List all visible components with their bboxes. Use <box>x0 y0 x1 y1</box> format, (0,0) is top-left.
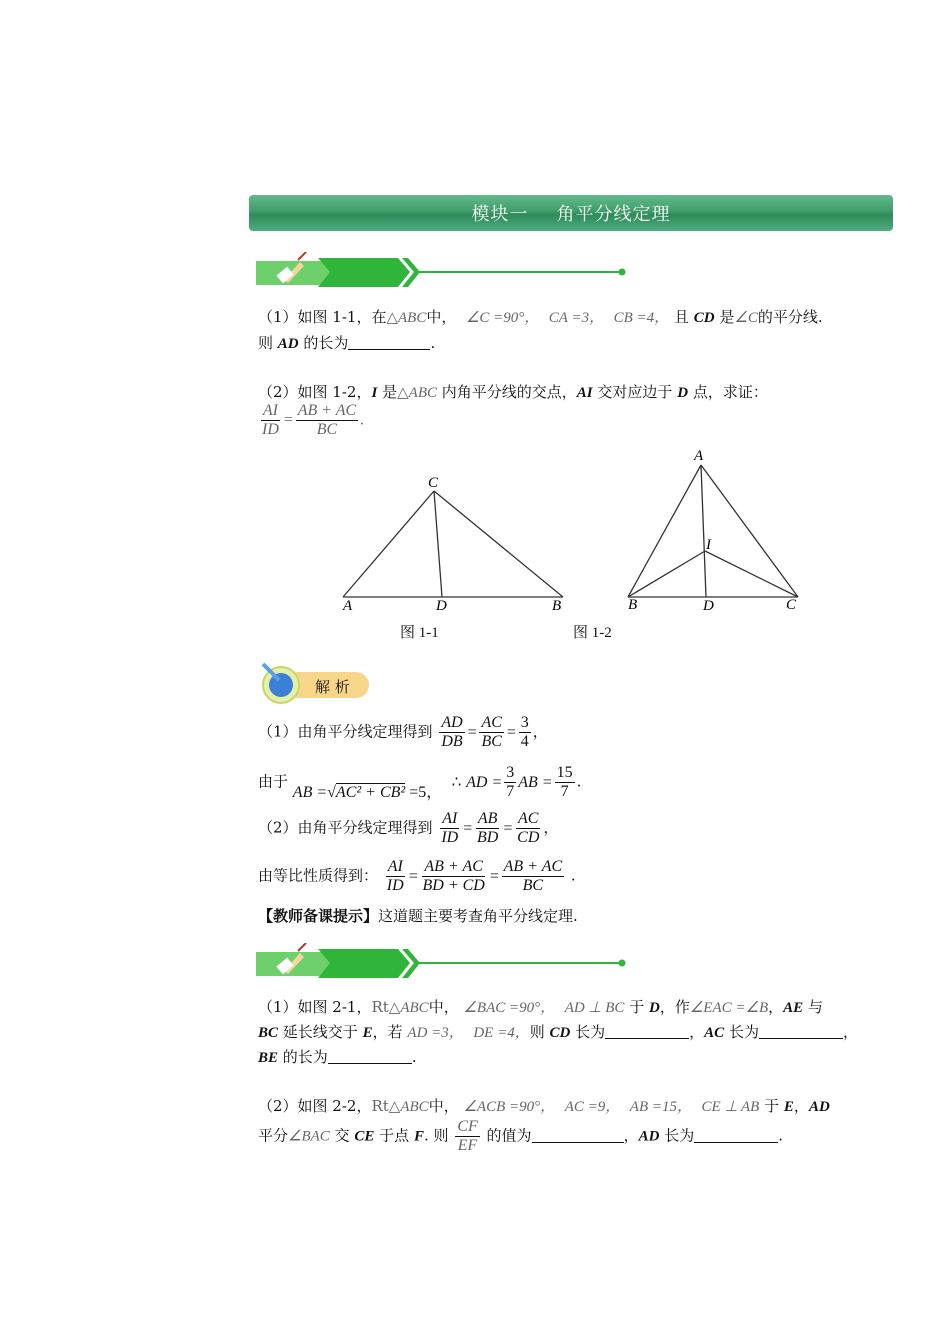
fig2-label-c: C <box>786 597 797 613</box>
fig1-label-c: C <box>428 475 439 491</box>
teacher-tip: 【教师备课提示】这道题主要考查角平分线定理. <box>258 907 578 925</box>
fig2-label-b: B <box>628 597 638 613</box>
answer-blank[interactable] <box>532 1128 624 1143</box>
fig1-label-d: D <box>436 598 447 614</box>
analysis-step-2: 由于 AB =√AC² + CB² =5， ∴ AD = $\frac{3}{7}$ AB = $\frac{15}{7}$ . <box>258 764 582 801</box>
answer-blank[interactable] <box>348 335 430 350</box>
ex1-line3: （2）如图 1-2，I 是△ABC 内角平分线的交点，AI 交对应边于 D 点，求证： <box>258 383 768 401</box>
analysis-step-4: 由等比性质得到： $\frac{AI}{ID}$ = $\frac{AB + AC}{BD + CD}$ = $\frac{AB + AC}{BC}$ . <box>258 858 576 895</box>
teacher-tip-label: 【教师备课提示】 <box>258 907 379 925</box>
answer-blank[interactable] <box>605 1024 689 1039</box>
answer-blank[interactable] <box>328 1049 412 1064</box>
section-marker-2 <box>256 943 631 983</box>
ex1-line2: 则 AD 的长为 . <box>258 334 436 352</box>
fig1-label-a: A <box>343 598 353 614</box>
module-number: 模块一 <box>471 204 529 225</box>
answer-blank[interactable] <box>759 1024 843 1039</box>
hand-pointer-icon <box>269 673 293 697</box>
analysis-label: 解 析 <box>315 678 350 696</box>
figure-1-2-caption: 图 1-2 <box>573 625 612 641</box>
module-title: 角平分线定理 <box>556 204 671 225</box>
section-marker-1 <box>256 252 631 292</box>
module-banner <box>249 195 893 231</box>
ex2-line3: BE 的长为 . <box>258 1048 417 1066</box>
figure-1-2 <box>620 445 810 620</box>
figure-1-1 <box>330 468 580 618</box>
ex2-line1: （1）如图 2-1，Rt△ABC中， ∠BAC =90°， AD ⊥ BC 于 D，作∠EAC =∠B，AE 与 <box>258 998 823 1016</box>
ex1-line1: （1）如图 1-1，在△ABC中， ∠C =90°， CA =3， CB =4， 且 CD 是∠C的平分线. <box>258 308 823 326</box>
ex2-line4: （2）如图 2-2，Rt△ABC中， ∠ACB =90°， AC =9， AB =15， CE ⊥ AB 于 E，AD <box>258 1097 830 1115</box>
fig2-label-a: A <box>694 448 704 464</box>
ex1-proof-goal: $\frac{AI}{ID}$ = $\frac{AB + AC}{BC}$ . <box>262 402 365 439</box>
fig2-label-d: D <box>703 598 714 614</box>
analysis-step-3: （2）由角平分线定理得到 $\frac{AI}{ID}$ = $\frac{AB}{BD}$ = $\frac{AC}{CD}$ ， <box>258 810 559 847</box>
figure-1-1-caption: 图 1-1 <box>400 625 439 641</box>
answer-blank[interactable] <box>694 1128 778 1143</box>
analysis-step-1: （1）由角平分线定理得到 $\frac{AD}{DB}$ = $\frac{AC}{BC}$ = $\frac{3}{4}$ ， <box>258 714 548 751</box>
fig1-label-b: B <box>552 598 562 614</box>
fig2-label-i: I <box>706 537 711 553</box>
ex2-line5: 平分∠BAC 交 CE 于点 F. 则 $\frac{CF}{EF}$ 的值为 ，AD 长为 . <box>258 1118 783 1155</box>
ex2-line2: BC 延长线交于 E，若 AD =3， DE =4，则 CD 长为 ，AC 长为 ， <box>258 1023 858 1041</box>
